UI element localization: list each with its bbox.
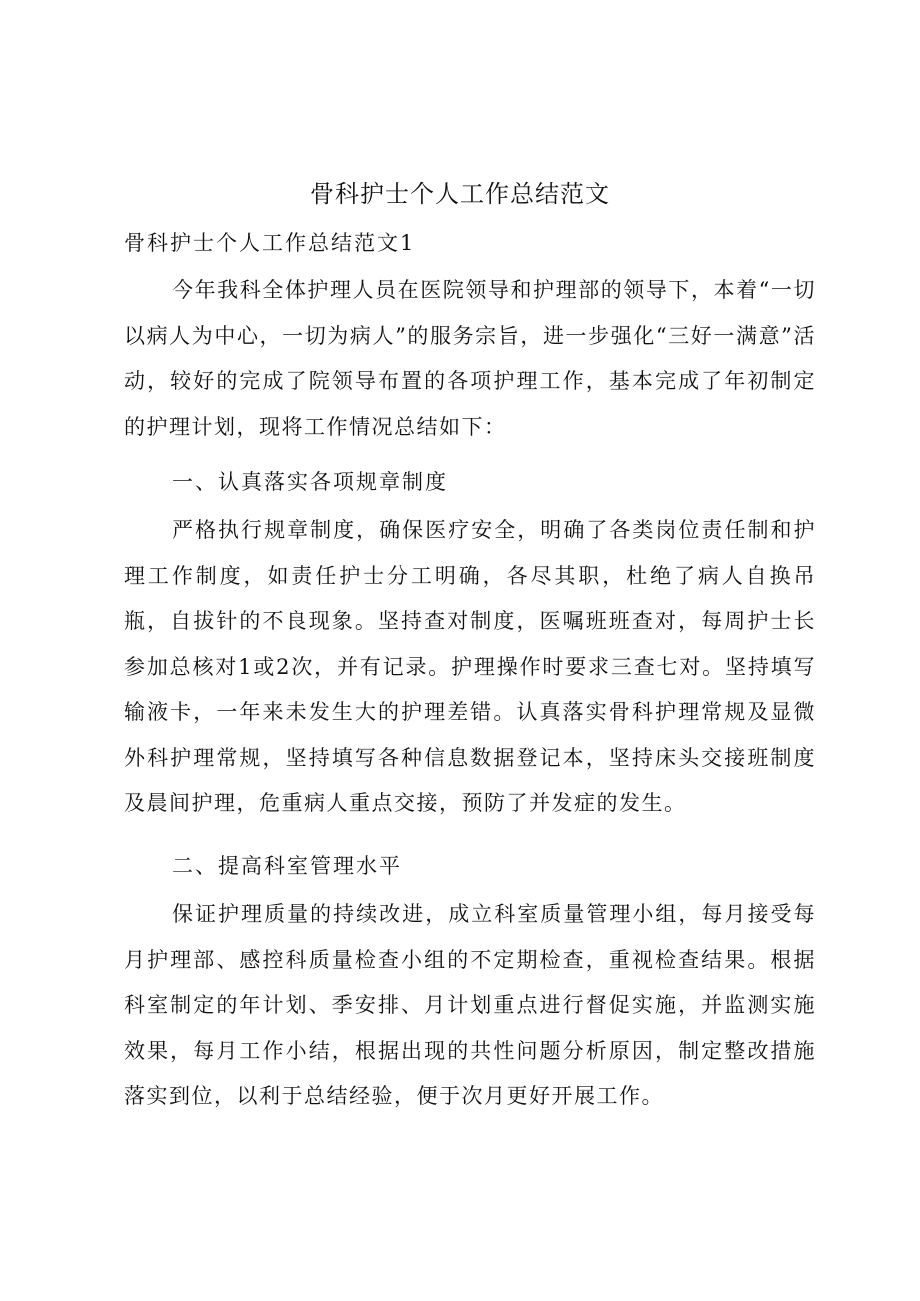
section2-heading: 二、提高科室管理水平 bbox=[172, 854, 402, 878]
section2-paragraph: 保证护理质量的持续改进，成立科室质量管理小组，每月接受每月护理部、感控科质量检查小组的不定期检查，重视检查结果。根据科室制定的年计划、季安排、月计划重点进行督促实施，并监测实施效果，每月工作小结，根据出现的共性问题分析原因，制定整改措施落实到位，以利于总结经验，便于次月更好开展工作。 bbox=[124, 902, 816, 1108]
document-subtitle: 骨科护士个人工作总结范文1 bbox=[124, 231, 416, 255]
intro-paragraph: 今年我科全体护理人员在医院领导和护理部的领导下，本着“一切以病人为中心，一切为病人”的服务宗旨，进一步强化“三好一满意”活动，较好的完成了院领导布置的各项护理工作，基本完成了年初制定的护理计划，现将工作情况总结如下： bbox=[124, 278, 816, 439]
section1-paragraph: 严格执行规章制度，确保医疗安全，明确了各类岗位责任制和护理工作制度，如责任护士分工明确，各尽其职，杜绝了病人自换吊瓶，自拔针的不良现象。坚持查对制度，医嘱班班查对，每周护士长参加总核对1或2次，并有记录。护理操作时要求三查七对。坚持填写输液卡，一年来未发生大的护理差错。认真落实骨科护理常规及显微外科护理常规，坚持填写各种信息数据登记本，坚持床头交接班制度及晨间护理，危重病人重点交接，预防了并发症的发生。 bbox=[124, 518, 816, 815]
section1-heading: 一、认真落实各项规章制度 bbox=[172, 470, 448, 494]
document-title: 骨科护士个人工作总结范文 bbox=[310, 180, 610, 208]
